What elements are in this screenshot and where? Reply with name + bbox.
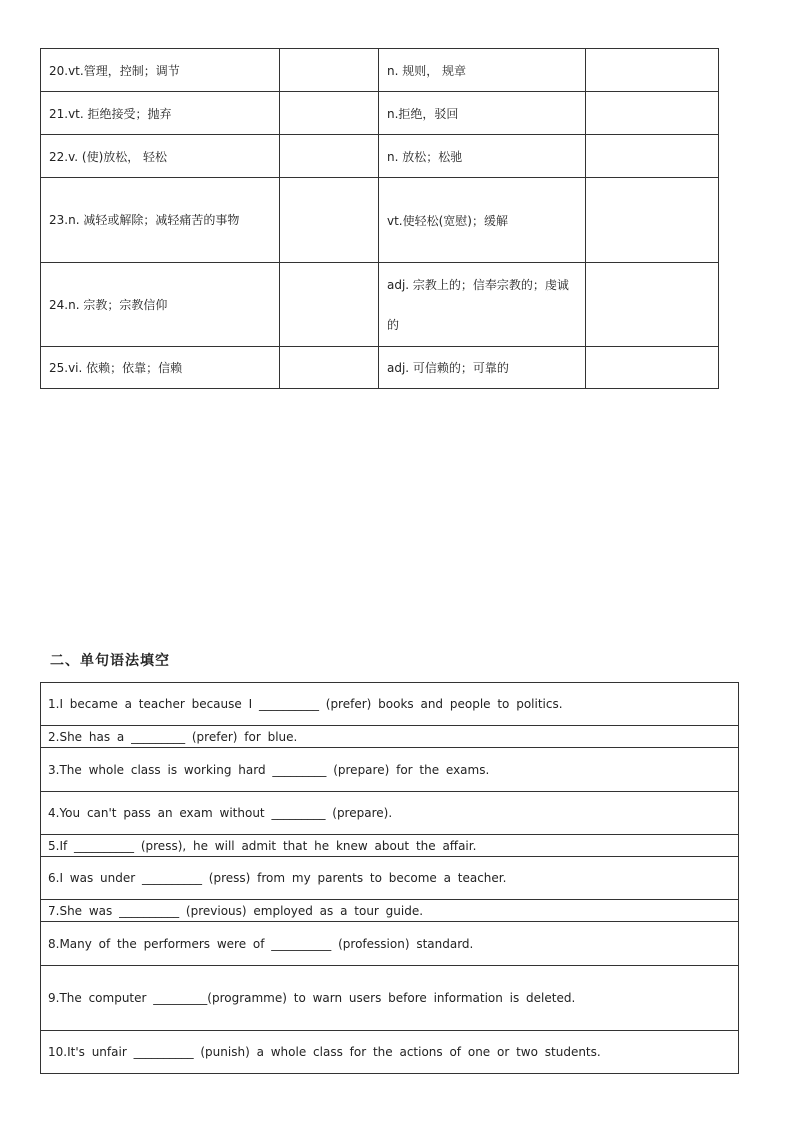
grammar-row — [41, 900, 739, 922]
vocab-derivative-answer-cell[interactable] — [586, 49, 719, 92]
vocab-row — [41, 92, 719, 135]
section-title: 二、单句语法填空 — [50, 653, 170, 669]
vocab-word-prompt: 21.vt. 拒绝接受；抛弃 — [41, 92, 280, 135]
vocab-derivative-answer-cell[interactable] — [586, 135, 719, 178]
grammar-item[interactable]: 2.She has a _________ (prefer) for blue. — [41, 726, 739, 748]
vocab-derivative-answer-cell[interactable] — [586, 263, 719, 347]
grammar-row — [41, 922, 739, 966]
vocab-answer-cell[interactable] — [280, 178, 379, 263]
vocabulary-table — [40, 48, 719, 389]
grammar-item[interactable]: 1.I became a teacher because I __________ (prefer) books and people to politics. — [41, 683, 739, 726]
vocab-answer-cell[interactable] — [280, 49, 379, 92]
grammar-item[interactable]: 5.If __________ (press), he will admit that he knew about the affair. — [41, 835, 739, 857]
vocab-derivative-answer-cell[interactable] — [586, 347, 719, 389]
grammar-row — [41, 857, 739, 900]
grammar-row — [41, 726, 739, 748]
vocab-derivative-prompt: vt.使轻松(宽慰)；缓解 — [379, 178, 586, 263]
vocab-word-prompt: 20.vt.管理，控制；调节 — [41, 49, 280, 92]
grammar-row — [41, 966, 739, 1031]
vocab-derivative-prompt: adj. 宗教上的；信奉宗教的；虔诚的 — [379, 263, 586, 347]
grammar-row — [41, 748, 739, 792]
grammar-fill-table — [40, 682, 739, 1074]
grammar-row — [41, 792, 739, 835]
vocab-derivative-answer-cell[interactable] — [586, 178, 719, 263]
vocab-answer-cell[interactable] — [280, 263, 379, 347]
vocab-derivative-prompt: n.拒绝，驳回 — [379, 92, 586, 135]
vocab-row — [41, 263, 719, 347]
grammar-item[interactable]: 7.She was __________ (previous) employed as a tour guide. — [41, 900, 739, 922]
vocab-derivative-prompt: n. 放松；松驰 — [379, 135, 586, 178]
vocab-row — [41, 178, 719, 263]
vocab-row — [41, 49, 719, 92]
grammar-item[interactable]: 9.The computer _________(programme) to warn users before information is deleted. — [41, 966, 739, 1031]
vocab-word-prompt: 22.v. (使)放松， 轻松 — [41, 135, 280, 178]
grammar-row — [41, 835, 739, 857]
vocab-derivative-prompt: adj. 可信赖的；可靠的 — [379, 347, 586, 389]
vocab-row — [41, 135, 719, 178]
vocab-answer-cell[interactable] — [280, 92, 379, 135]
vocab-answer-cell[interactable] — [280, 347, 379, 389]
grammar-item[interactable]: 6.I was under __________ (press) from my parents to become a teacher. — [41, 857, 739, 900]
grammar-item[interactable]: 3.The whole class is working hard _________ (prepare) for the exams. — [41, 748, 739, 792]
vocab-word-prompt: 23.n. 减轻或解除；减轻痛苦的事物 — [41, 178, 280, 263]
vocab-row — [41, 347, 719, 389]
vocab-answer-cell[interactable] — [280, 135, 379, 178]
grammar-item[interactable]: 10.It's unfair __________ (punish) a whole class for the actions of one or two students. — [41, 1031, 739, 1074]
grammar-item[interactable]: 8.Many of the performers were of __________ (profession) standard. — [41, 922, 739, 966]
vocab-word-prompt: 24.n. 宗教；宗教信仰 — [41, 263, 280, 347]
vocab-word-prompt: 25.vi. 依赖；依靠；信赖 — [41, 347, 280, 389]
vocab-derivative-prompt: n. 规则， 规章 — [379, 49, 586, 92]
grammar-item[interactable]: 4.You can't pass an exam without _________ (prepare). — [41, 792, 739, 835]
grammar-row — [41, 683, 739, 726]
vocab-derivative-answer-cell[interactable] — [586, 92, 719, 135]
grammar-row — [41, 1031, 739, 1074]
